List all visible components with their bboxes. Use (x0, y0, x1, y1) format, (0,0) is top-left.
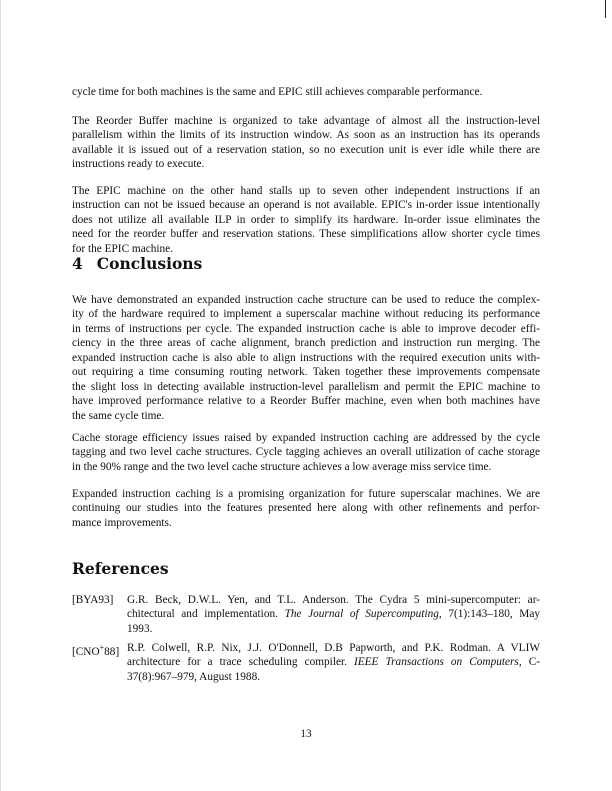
text-line: The Reorder Buffer machine is organized to take advantage of almost all the instruction-level (72, 115, 540, 127)
text-line: continuing our studies into the features presented here along with other refinements and perfor- (72, 502, 540, 515)
publication-title: The Journal of Supercomputing (284, 608, 439, 621)
paragraph (72, 85, 540, 99)
page-left-edge (0, 0, 1, 791)
text-line: in the 90% range and the two level cache structure achieves a low average miss service time. (72, 460, 492, 473)
paragraph (72, 184, 540, 256)
text-span: , C- (518, 656, 541, 669)
text-span: R.P. Colwell, R.P. Nix, J.J. O'Donnell, D.B Papworth, and P.K. Rodman. A VLIW (127, 642, 540, 654)
text-line (127, 641, 540, 655)
text-line (127, 593, 540, 607)
reference-text (127, 641, 540, 684)
text-line: ity of the hardware required to implement a superscalar machine without reducing its performance (72, 308, 540, 321)
text-line: need for the reorder buffer and reservation stations. These simplifications allow shorter cycle times (72, 228, 540, 241)
section-number: 4 (72, 254, 83, 273)
text-line: instructions ready to execute. (72, 158, 205, 171)
text-line: cycle time for both machines is the same and EPIC still achieves comparable performance. (72, 86, 483, 98)
text-line: Cache storage efficiency issues raised by expanded instruction caching are addressed by the cycle (72, 432, 540, 444)
text-span: , 7(1):143–180, May (438, 608, 540, 621)
text-line: mance improvements. (72, 516, 172, 529)
text-span: architecture for a trace scheduling compiler. (127, 656, 354, 669)
page-edge-mark (605, 0, 606, 18)
text-line: instruction can not be issued because an operand is not available. EPIC's in-order issue intentionally (72, 199, 540, 212)
paragraph (72, 431, 540, 474)
text-line: ciency in the three areas of cache alignment, branch prediction and instruction run merging. The (72, 337, 540, 350)
text-line: expanded instruction cache is also able to align instructions with the required execution units with- (72, 351, 540, 364)
text-span: 1993. (127, 622, 153, 635)
text-line: out requiring a time consuming routing network. Taken together these improvements compensate (72, 366, 540, 379)
text-line: does not utilize all available ILP in order to simplify its hardware. In-order issue eliminates the (72, 213, 540, 226)
text-line: parallelism within the limits of its instruction window. As soon as an instruction has its operands (72, 129, 540, 142)
text-line (127, 622, 540, 636)
text-line: have improved performance relative to a Reorder Buffer machine, even when both machines have (72, 395, 540, 408)
reference-key: [BYA93] (72, 594, 114, 606)
text-line: We have demonstrated an expanded instruction cache structure can be used to reduce the complex- (72, 294, 540, 306)
text-line (127, 670, 540, 684)
paragraph (72, 293, 540, 423)
paragraph (72, 114, 540, 172)
text-line: the same cycle time. (72, 409, 165, 422)
text-line: for the EPIC machine. (72, 242, 174, 255)
text-span: 37(8):967–979, August 1988. (127, 670, 261, 683)
reference-entry (72, 593, 540, 636)
text-line: the slight loss in detecting available instruction-level parallelism and permit the EPIC machine to (72, 380, 540, 393)
text-line (127, 655, 540, 669)
text-line: tagging and two level cache structures. Cycle tagging achieves an overall utilization of cache storage (72, 446, 540, 459)
paragraph (72, 487, 540, 530)
text-line: Expanded instruction caching is a promising organization for future superscalar machines. We are (72, 488, 540, 500)
references-heading: References (72, 559, 169, 578)
reference-entry (72, 641, 540, 684)
section-heading (72, 254, 202, 273)
page-number: 13 (300, 728, 312, 740)
publication-title: IEEE Transactions on Computers (353, 656, 519, 669)
text-span: G.R. Beck, D.W.L. Yen, and T.L. Anderson. The Cydra 5 mini-supercomputer: ar- (127, 594, 540, 606)
section-title: Conclusions (96, 254, 203, 273)
reference-text (127, 593, 540, 636)
text-span: chitectural and implementation. (127, 608, 285, 621)
text-line: available it is issued out of a reservation station, so no execution unit is ever idle while there are (72, 143, 540, 156)
reference-key: [CNO+88] (72, 643, 120, 658)
text-line (127, 607, 540, 621)
text-line: The EPIC machine on the other hand stalls up to seven other independent instructions if an (72, 185, 540, 197)
text-line: in terms of instructions per cycle. The expanded instruction cache is able to improve decoder effi- (72, 322, 540, 335)
